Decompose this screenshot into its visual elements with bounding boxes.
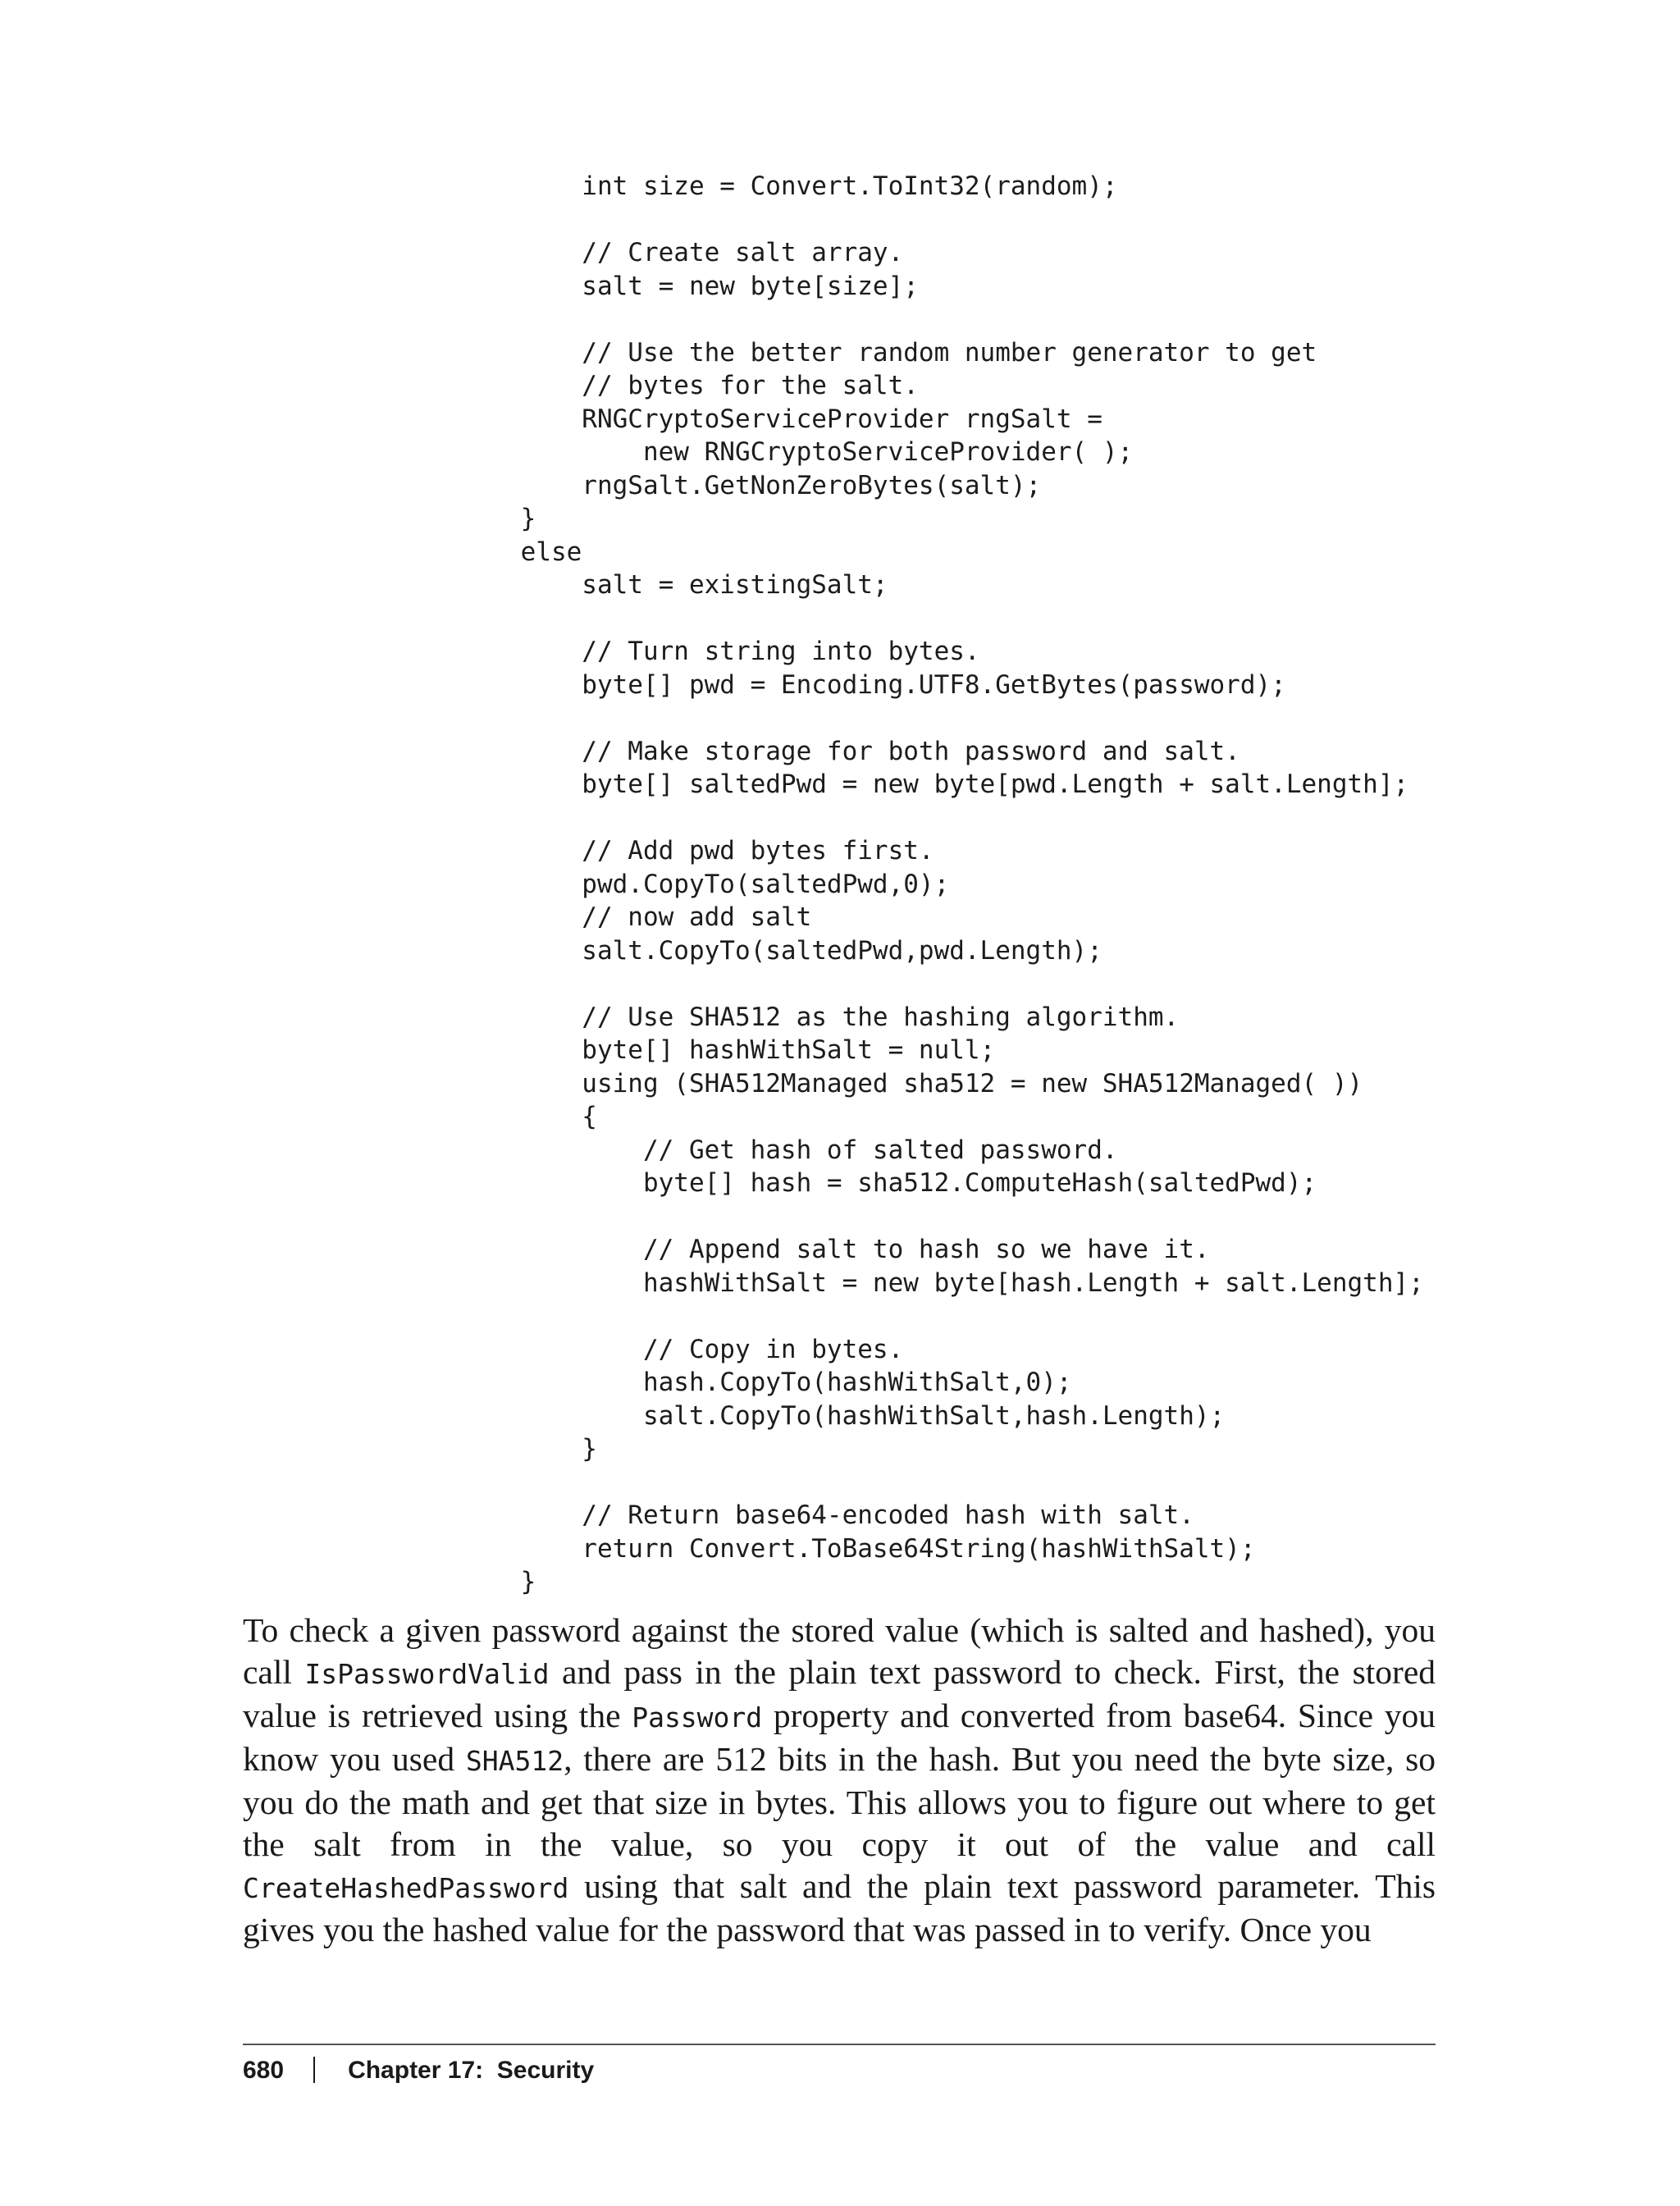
code-line	[459, 1299, 1575, 1333]
code-line: pwd.CopyTo(saltedPwd,0);	[459, 869, 950, 899]
code-line: hashWithSalt = new byte[hash.Length + salt.Length];	[459, 1267, 1424, 1298]
code-listing	[459, 170, 1575, 1599]
code-line: // Return base64-encoded hash with salt.	[459, 1500, 1194, 1530]
code-line: }	[459, 504, 536, 533]
code-line: else	[459, 537, 582, 567]
code-line: byte[] pwd = Encoding.UTF8.GetBytes(password);	[459, 669, 1286, 700]
paragraph-text: using that salt and the plain text password parameter. This gives you the hashed value for the password that was passed in to verify. Once you	[243, 1867, 1436, 1948]
code-line: // Get hash of salted password.	[459, 1135, 1118, 1165]
body-paragraph	[243, 1610, 1436, 1951]
chapter-title: Chapter 17: Security	[348, 2057, 595, 2084]
code-line: }	[459, 1434, 597, 1464]
code-line: RNGCryptoServiceProvider rngSalt =	[459, 404, 1102, 434]
code-line	[459, 1200, 1575, 1234]
code-line: // Create salt array.	[459, 238, 904, 267]
code-line	[459, 203, 1575, 237]
code-line: hash.CopyTo(hashWithSalt,0);	[459, 1368, 1072, 1397]
code-line: byte[] hash = sha512.ComputeHash(saltedPwd);	[459, 1168, 1317, 1198]
code-line	[459, 967, 1575, 1001]
code-line: return Convert.ToBase64String(hashWithSalt);	[459, 1533, 1256, 1564]
footer-separator	[313, 2057, 315, 2083]
code-line: // Add pwd bytes first.	[459, 836, 934, 866]
code-line: // Append salt to hash so we have it.	[459, 1235, 1210, 1264]
code-line: // Turn string into bytes.	[459, 637, 980, 666]
code-line: // now add salt	[459, 902, 812, 932]
code-line: salt = existingSalt;	[459, 570, 888, 600]
paragraph-text: , there are 512 bits in the hash. But you need the byte size, so you do the math and get that size in bytes. This allows you to figure out where to get the salt from in the value, so you copy it out of the value and call	[243, 1740, 1436, 1863]
code-line: salt.CopyTo(saltedPwd,pwd.Length);	[459, 935, 1102, 966]
code-line: {	[459, 1102, 597, 1131]
paragraph-text: property and converted from base64. Since you know you used	[243, 1697, 1436, 1778]
code-line: // Use SHA512 as the hashing algorithm.	[459, 1002, 1180, 1032]
footer-rule	[243, 2044, 1436, 2045]
code-line	[459, 701, 1575, 735]
code-line: // Make storage for both password and salt.	[459, 736, 1240, 766]
code-line: int size = Convert.ToInt32(random);	[459, 171, 1118, 201]
code-line: byte[] hashWithSalt = null;	[459, 1035, 996, 1065]
code-line: rngSalt.GetNonZeroBytes(salt);	[459, 470, 1042, 500]
paragraph-text: and pass in the plain text password to check. First, the stored value is retrieved using the	[243, 1653, 1436, 1734]
code-line: // bytes for the salt.	[459, 371, 919, 400]
paragraph-text: To check a given password against the stored value (which is salted and hashed), you call	[243, 1611, 1436, 1691]
inline-code-createhashedpassword: CreateHashedPassword	[243, 1872, 569, 1904]
inline-code-sha512: SHA512	[465, 1745, 564, 1777]
inline-code-ispasswordvalid: IsPasswordValid	[304, 1658, 550, 1690]
code-line: // Use the better random number generator to get	[459, 337, 1317, 368]
code-line	[459, 802, 1575, 835]
code-line	[459, 1466, 1575, 1500]
code-line: }	[459, 1567, 536, 1596]
code-line: byte[] saltedPwd = new byte[pwd.Length + salt.Length];	[459, 770, 1409, 799]
page-number: 680	[243, 2057, 285, 2084]
code-line: using (SHA512Managed sha512 = new SHA512Managed( ))	[459, 1068, 1363, 1098]
code-line: new RNGCryptoServiceProvider( );	[459, 437, 1134, 467]
code-line	[459, 303, 1575, 336]
inline-code-password: Password	[632, 1701, 763, 1733]
page-footer	[243, 2053, 594, 2089]
code-line: // Copy in bytes.	[459, 1334, 904, 1364]
code-line: salt = new byte[size];	[459, 271, 919, 301]
code-line	[459, 602, 1575, 636]
code-line: salt.CopyTo(hashWithSalt,hash.Length);	[459, 1400, 1226, 1431]
